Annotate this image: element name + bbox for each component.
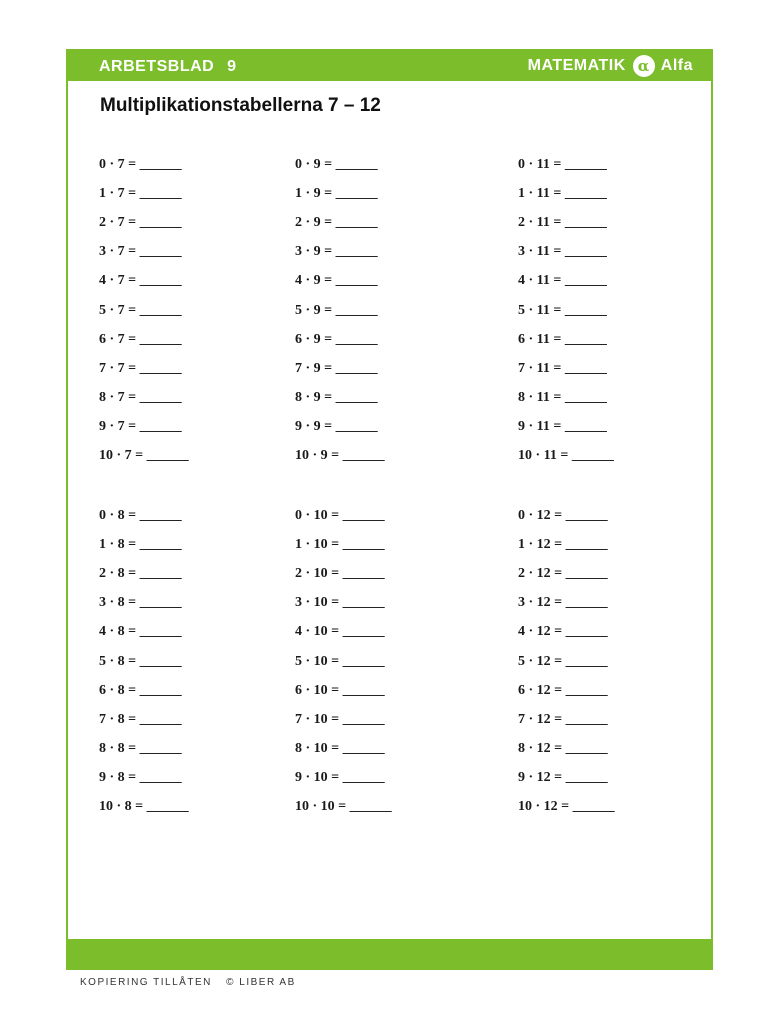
multiplication-problem: 7 · 8 = ______ bbox=[99, 711, 182, 727]
edition-name: Alfa bbox=[660, 57, 693, 74]
multiplication-problem: 6 · 12 = ______ bbox=[518, 682, 608, 698]
multiplication-problem: 10 · 9 = ______ bbox=[295, 448, 385, 463]
multiplication-problem: 0 · 9 = ______ bbox=[295, 157, 378, 172]
multiplication-problem: 5 · 10 = ______ bbox=[295, 653, 385, 669]
multiplication-problem: 1 · 8 = ______ bbox=[99, 537, 182, 553]
multiplication-problem: 2 · 7 = ______ bbox=[99, 215, 182, 231]
multiplication-problem: 9 · 11 = ______ bbox=[518, 418, 607, 434]
multiplication-problem: 0 · 10 = ______ bbox=[295, 508, 385, 523]
multiplication-problem: 1 · 11 = ______ bbox=[518, 186, 607, 202]
alpha-icon: α bbox=[633, 55, 655, 77]
multiplication-problem: 10 · 11 = ______ bbox=[518, 448, 614, 463]
multiplication-problem: 5 · 12 = ______ bbox=[518, 653, 608, 669]
worksheet-frame bbox=[66, 49, 713, 970]
multiplication-problem: 3 · 7 = ______ bbox=[99, 244, 182, 260]
brand-name: MATEMATIK bbox=[527, 57, 626, 74]
multiplication-problem: 10 · 12 = ______ bbox=[518, 799, 615, 814]
multiplication-problem: 8 · 12 = ______ bbox=[518, 740, 608, 756]
multiplication-problem: 3 · 10 = ______ bbox=[295, 595, 385, 611]
multiplication-problem: 4 · 10 = ______ bbox=[295, 624, 385, 640]
multiplication-problem: 3 · 9 = ______ bbox=[295, 244, 378, 260]
multiplication-problem: 2 · 10 = ______ bbox=[295, 566, 385, 582]
multiplication-problem: 7 · 9 = ______ bbox=[295, 360, 378, 376]
multiplication-problem: 8 · 10 = ______ bbox=[295, 740, 385, 756]
multiplication-problem: 9 · 8 = ______ bbox=[99, 769, 182, 785]
multiplication-problem: 7 · 11 = ______ bbox=[518, 360, 607, 376]
multiplication-problem: 0 · 7 = ______ bbox=[99, 157, 182, 172]
copyright-line bbox=[80, 977, 306, 988]
multiplication-problem: 6 · 11 = ______ bbox=[518, 331, 607, 347]
multiplication-problem: 10 · 10 = ______ bbox=[295, 799, 392, 814]
multiplication-problem: 8 · 7 = ______ bbox=[99, 389, 182, 405]
multiplication-problem: 4 · 9 = ______ bbox=[295, 273, 378, 289]
multiplication-problem: 1 · 7 = ______ bbox=[99, 186, 182, 202]
footer-band bbox=[68, 939, 711, 968]
worksheet-label bbox=[99, 58, 245, 76]
multiplication-problem: 1 · 12 = ______ bbox=[518, 537, 608, 553]
multiplication-problem: 7 · 7 = ______ bbox=[99, 360, 182, 376]
multiplication-problem: 0 · 8 = ______ bbox=[99, 508, 182, 523]
multiplication-problem: 4 · 11 = ______ bbox=[518, 273, 607, 289]
multiplication-problem: 8 · 8 = ______ bbox=[99, 740, 182, 756]
multiplication-problem: 5 · 7 = ______ bbox=[99, 302, 182, 318]
multiplication-problem: 9 · 10 = ______ bbox=[295, 769, 385, 785]
multiplication-problem: 10 · 7 = ______ bbox=[99, 448, 189, 463]
multiplication-problem: 1 · 10 = ______ bbox=[295, 537, 385, 553]
multiplication-problem: 4 · 7 = ______ bbox=[99, 273, 182, 289]
multiplication-problem: 5 · 9 = ______ bbox=[295, 302, 378, 318]
multiplication-problem: 2 · 11 = ______ bbox=[518, 215, 607, 231]
multiplication-problem: 9 · 12 = ______ bbox=[518, 769, 608, 785]
worksheet-number: 9 bbox=[227, 58, 237, 75]
multiplication-problem: 6 · 9 = ______ bbox=[295, 331, 378, 347]
multiplication-problem: 6 · 7 = ______ bbox=[99, 331, 182, 347]
multiplication-problem: 5 · 8 = ______ bbox=[99, 653, 182, 669]
multiplication-problem: 9 · 7 = ______ bbox=[99, 418, 182, 434]
multiplication-problem: 2 · 8 = ______ bbox=[99, 566, 182, 582]
multiplication-problem: 0 · 12 = ______ bbox=[518, 508, 608, 523]
header-band bbox=[68, 51, 711, 81]
multiplication-problem: 3 · 12 = ______ bbox=[518, 595, 608, 611]
multiplication-problem: 2 · 9 = ______ bbox=[295, 215, 378, 231]
multiplication-problem: 7 · 10 = ______ bbox=[295, 711, 385, 727]
multiplication-problem: 0 · 11 = ______ bbox=[518, 157, 607, 172]
multiplication-problem: 10 · 8 = ______ bbox=[99, 799, 189, 814]
multiplication-problem: 7 · 12 = ______ bbox=[518, 711, 608, 727]
multiplication-problem: 6 · 8 = ______ bbox=[99, 682, 182, 698]
copyright-holder: © LIBER AB bbox=[226, 977, 296, 988]
multiplication-problem: 5 · 11 = ______ bbox=[518, 302, 607, 318]
multiplication-problem: 9 · 9 = ______ bbox=[295, 418, 378, 434]
multiplication-problem: 3 · 8 = ______ bbox=[99, 595, 182, 611]
brand-logo bbox=[528, 54, 693, 78]
multiplication-problem: 4 · 8 = ______ bbox=[99, 624, 182, 640]
multiplication-problem: 6 · 10 = ______ bbox=[295, 682, 385, 698]
multiplication-problem: 4 · 12 = ______ bbox=[518, 624, 608, 640]
multiplication-problem: 8 · 11 = ______ bbox=[518, 389, 607, 405]
worksheet-label-text: ARBETSBLAD bbox=[99, 58, 215, 75]
copy-permission: KOPIERING TILLÅTEN bbox=[80, 977, 212, 988]
multiplication-problem: 3 · 11 = ______ bbox=[518, 244, 607, 260]
multiplication-problem: 2 · 12 = ______ bbox=[518, 566, 608, 582]
multiplication-problem: 8 · 9 = ______ bbox=[295, 389, 378, 405]
page-title: Multiplikationstabellerna 7 – 12 bbox=[100, 95, 381, 116]
multiplication-problem: 1 · 9 = ______ bbox=[295, 186, 378, 202]
